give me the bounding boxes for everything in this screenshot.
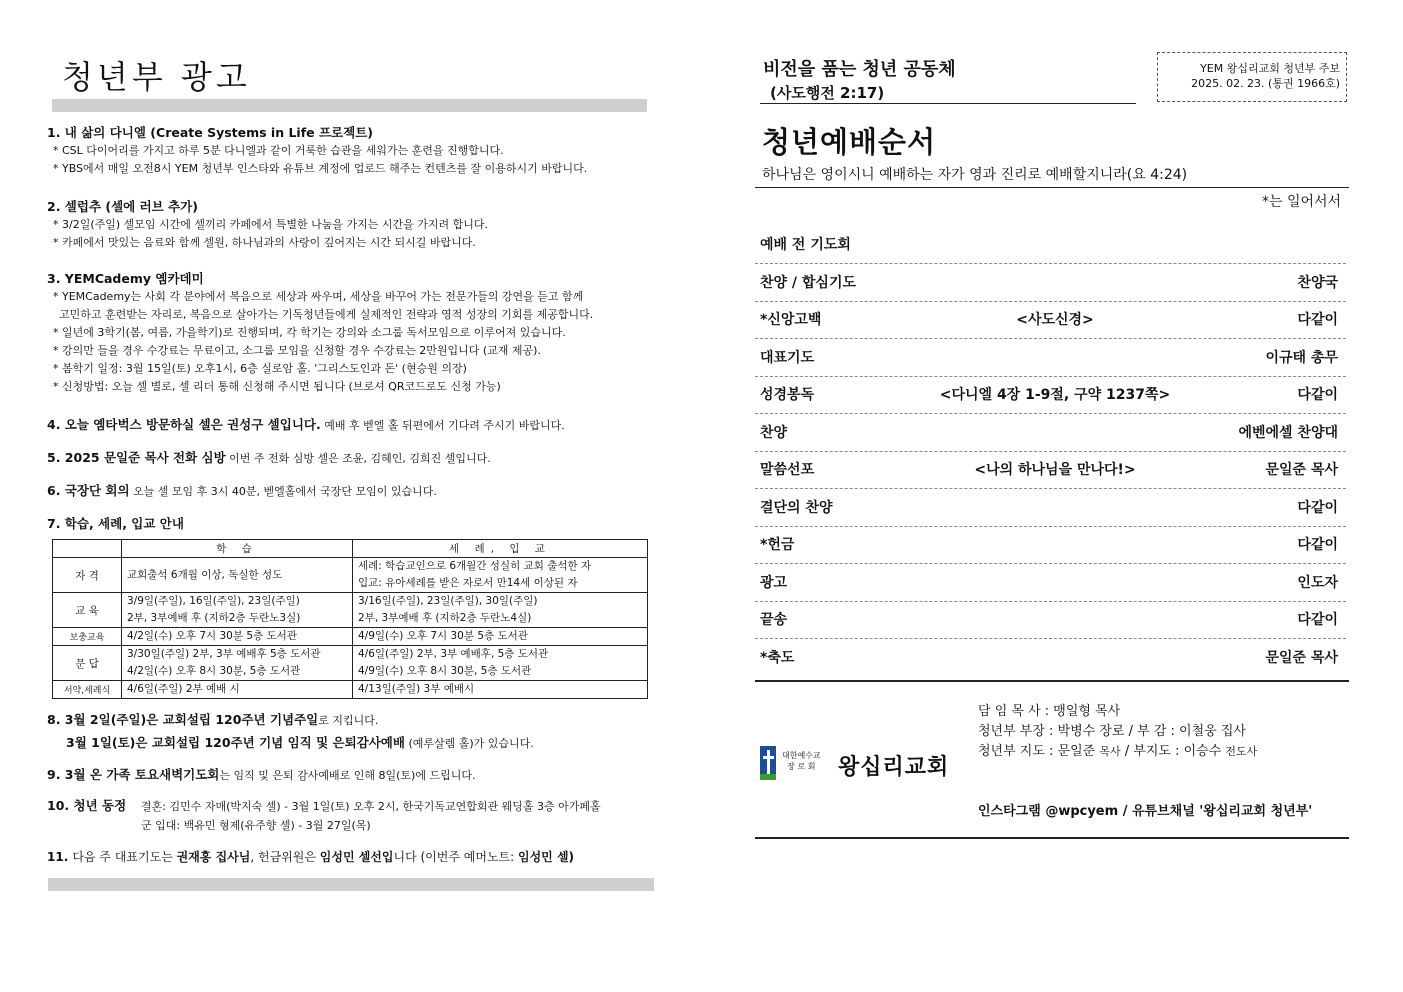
notice-2 <box>47 198 488 252</box>
notice-10-line: 결혼: 김민수 자매(박지숙 셀) - 3월 1일(토) 오후 2시, 한국기독교연합회관 웨딩홀 3층 아가페홀 <box>141 800 601 813</box>
standing-note: *는 일어서서 <box>1262 194 1342 210</box>
bulletin-name: YEM 왕십리교회 청년부 주보 <box>1200 62 1340 75</box>
notice-11-note-name: 임성민 셀) <box>518 850 575 864</box>
table-row-header: 교 육 <box>53 593 122 628</box>
order-item-leader: 다같이 <box>1297 387 1338 403</box>
order-item-label: 광고 <box>760 574 788 591</box>
order-item-label: 찬양 / 합심기도 <box>760 274 857 291</box>
table-cell <box>122 628 353 646</box>
notice-2-heading: 2. 셀럽추 (셀에 러브 추가) <box>47 199 198 214</box>
order-item-detail: <다니엘 4장 1-9절, 구약 1237쪽> <box>939 387 1171 403</box>
notice-2-line: * 카페에서 맛있는 음료와 함께 셀원, 하나님과의 사랑이 깊어지는 시간 되시길 바랍니다. <box>53 236 476 249</box>
logo-church-name: 왕십리교회 <box>838 754 950 780</box>
notice-1-line: * YBS에서 매일 오전8시 YEM 청년부 인스타와 유튜브 계정에 업로드 해주는 컨텐츠를 잘 이용하시기 바랍니다. <box>53 162 588 175</box>
order-item-label: 성경봉독 <box>760 387 815 403</box>
order-item-leader: 다같이 <box>1297 312 1338 328</box>
service-order-row <box>760 564 1338 600</box>
service-title: 청년예배순서 <box>762 125 937 159</box>
order-item-detail: <사도신경> <box>1016 312 1094 328</box>
table-row <box>53 681 648 699</box>
notice-7 <box>47 515 184 533</box>
notice-3-line: * 강의만 들을 경우 수강료는 무료이고, 소그룹 모임을 신청할 경우 수강료는 2만원입니다 (교재 제공). <box>53 344 541 357</box>
order-item-leader: 다같이 <box>1297 537 1338 553</box>
service-order-row <box>760 601 1338 637</box>
table-cell <box>353 558 648 593</box>
notice-8 <box>47 711 534 753</box>
service-order-row <box>760 489 1338 525</box>
notice-10-heading: 10. 청년 동정 <box>47 798 127 813</box>
notice-8-subtext: (예루살렘 홀)가 있습니다. <box>404 737 534 750</box>
table-cell <box>353 681 648 699</box>
order-item-label: *신앙고백 <box>760 312 822 328</box>
notice-6 <box>47 482 437 501</box>
notice-1 <box>47 124 587 178</box>
staff-line: 청년부 부장 : 박병수 장로 / 부 감 : 이철웅 집사 <box>978 724 1246 739</box>
staff-title: 전도사 <box>1225 745 1258 758</box>
bottom-line <box>755 837 1349 839</box>
service-divider <box>755 187 1349 188</box>
table-row <box>53 558 648 593</box>
logo-denomination <box>782 750 821 772</box>
notice-3-heading: 3. YEMCademy 옘카데미 <box>47 271 204 286</box>
notice-3-line: * 신청방법: 오늘 셀 별로, 셀 리더 통해 신청해 주시면 됩니다 (브로셔 QR코드로도 신청 가능) <box>53 380 501 393</box>
notice-11-text: 다음 주 대표기도는 <box>72 850 177 864</box>
staff-text: / 부지도 : 이승수 <box>1120 744 1226 759</box>
table-header-row <box>53 540 648 558</box>
notice-8-text: 로 지킵니다. <box>318 714 379 727</box>
bulletin-date: 2025. 02. 23. (통권 1966호) <box>1191 77 1340 90</box>
cell-line: 4/6일(주일) 2부 예배 시 <box>127 683 240 695</box>
cell-line: 3/30일(주일) 2부, 3부 예배후 5층 도서관 <box>127 648 321 660</box>
notice-4 <box>47 416 565 435</box>
notice-4-text: 예배 후 벧엘 홀 뒤편에서 기다려 주시기 바랍니다. <box>320 419 565 432</box>
church-logo <box>760 744 960 784</box>
cell-line: 3/16일(주일), 23일(주일), 30일(주일) <box>358 595 538 607</box>
cell-line: 2부, 3부예배 후 (지하2층 두란노4실) <box>358 612 532 624</box>
cell-line: 세례: 학습교인으로 6개월간 성실히 교회 출석한 자 <box>358 560 592 572</box>
notice-2-line: * 3/2일(주일) 셀모임 시간에 셀끼리 카페에서 특별한 나눔을 가지는 시간을 가지려 합니다. <box>53 218 489 231</box>
vision-title: 비전을 품는 청년 공동체 <box>763 59 956 80</box>
notice-1-heading: 1. 내 삶의 다니엘 (Create Systems in Life 프로젝트) <box>47 125 373 140</box>
table-cell <box>122 593 353 628</box>
notice-3-line: 고민하고 훈련받는 자리로, 복음으로 살아가는 기독청년들에게 실제적인 전략과 영적 성장의 기회를 제공합니다. <box>59 308 594 321</box>
notice-6-text: 오늘 셀 모임 후 3시 40분, 벧엘홀에서 국장단 모임이 있습니다. <box>129 485 437 498</box>
table-cell <box>122 681 353 699</box>
service-order-row <box>760 226 1338 262</box>
notice-9 <box>47 766 475 785</box>
cell-line: 2부, 3부예배 후 (지하2층 두란노3실) <box>127 612 301 624</box>
page-title: 청년부 광고 <box>62 58 251 96</box>
service-order-row <box>760 526 1338 562</box>
vision-underline <box>760 103 1136 104</box>
service-verse: 하나님은 영이시니 예배하는 자가 영과 진리로 예배할지니라(요 4:24) <box>762 167 1188 183</box>
table-col-header: 세 례, 입 교 <box>353 540 648 558</box>
order-item-label: 찬양 <box>760 424 788 441</box>
staff-line: 담 임 목 사 : 맹일형 목사 <box>978 704 1121 719</box>
notice-1-line: * CSL 다이어리를 가지고 하루 5분 다니엘과 같이 거룩한 습관을 세워가는 훈련을 진행합니다. <box>53 144 504 157</box>
notice-3 <box>47 270 593 396</box>
notice-5-heading: 5. 2025 문일준 목사 전화 심방 <box>47 450 226 465</box>
order-item-leader: 찬양국 <box>1297 274 1338 291</box>
order-item-leader: 문일준 목사 <box>1265 649 1338 666</box>
table-row <box>53 628 648 646</box>
order-item-leader: 인도자 <box>1297 574 1338 591</box>
bulletin-info-box <box>1157 52 1347 102</box>
service-order-row <box>760 414 1338 450</box>
notice-3-line: * 일년에 3학기(봄, 여름, 가을학기)로 진행되며, 각 학기는 강의와 소그룹 독서모임으로 이루어져 있습니다. <box>53 326 566 339</box>
service-order-row <box>760 339 1338 375</box>
order-item-detail: <나의 하나님을 만나다!> <box>974 462 1136 478</box>
notice-11 <box>47 848 574 866</box>
notice-4-heading: 4. 오늘 옘타벅스 방문하실 셀은 권성구 셀입니다. <box>47 417 321 432</box>
service-order-row <box>760 451 1338 487</box>
notice-11-offering-name: 임성민 셀선입 <box>319 850 394 864</box>
social-links: 인스타그램 @wpcyem / 유튜브채널 '왕십리교회 청년부' <box>978 804 1313 819</box>
service-order-row <box>760 376 1338 412</box>
table-row-header: 보충교육 <box>53 628 122 646</box>
staff-line <box>978 742 1257 762</box>
vision-reference: (사도행전 2:17) <box>770 84 885 102</box>
notice-10 <box>47 797 601 835</box>
order-item-label: *헌금 <box>760 537 795 553</box>
order-item-leader: 에벤에셀 찬양대 <box>1238 424 1338 441</box>
title-underline-bar <box>52 99 647 112</box>
order-item-label: *축도 <box>760 649 795 666</box>
cell-line: 4/2일(수) 오후 7시 30분 5층 도서관 <box>127 630 297 642</box>
staff-list <box>978 702 1257 762</box>
notice-3-line: * 봄학기 일정: 3월 15일(토) 오후1시, 6층 실로암 홀. '그리스도인과 돈' (현승원 의장) <box>53 362 467 375</box>
cell-line: 교회출석 6개월 이상, 독실한 성도 <box>127 568 283 581</box>
order-item-label: 대표기도 <box>760 349 815 366</box>
cell-line: 4/9일(수) 오후 7시 30분 5층 도서관 <box>358 630 528 642</box>
order-item-leader: 이규태 총무 <box>1265 349 1338 366</box>
table-row-header: 문 답 <box>53 646 122 681</box>
notice-10-line: 군 입대: 백유민 형제(유주향 셀) - 3월 27일(목) <box>141 819 371 832</box>
order-end-line <box>755 680 1349 682</box>
notice-7-heading: 7. 학습, 세례, 입교 안내 <box>47 516 184 531</box>
table-row-header: 서약,세례식 <box>53 681 122 699</box>
service-order-row <box>760 639 1338 675</box>
cell-line: 4/2일(수) 오후 8시 30분, 5층 도서관 <box>127 665 301 677</box>
table-corner-cell <box>53 540 122 558</box>
service-order-row <box>760 264 1338 300</box>
table-cell <box>353 628 648 646</box>
notice-9-text: 는 임직 및 은퇴 감사예배로 인해 8일(토)에 드립니다. <box>219 769 476 782</box>
footer-bar <box>48 878 654 891</box>
order-item-leader: 문일준 목사 <box>1265 462 1338 478</box>
table-row <box>53 646 648 681</box>
logo-small-text: 대한예수교 <box>782 751 821 760</box>
table-cell <box>353 593 648 628</box>
table-row-header: 자 격 <box>53 558 122 593</box>
notice-6-heading: 6. 국장단 회의 <box>47 483 130 498</box>
notice-11-number: 11. <box>47 850 73 864</box>
logo-small-text: 장 로 회 <box>787 762 816 771</box>
notice-8-subheading: 3월 1일(토)은 교회설립 120주년 기념 임직 및 은퇴감사예배 <box>66 735 405 750</box>
notice-5-text: 이번 주 전화 심방 셀은 조윤, 김혜인, 김희진 셀입니다. <box>225 452 491 465</box>
order-item-label: 결단의 찬양 <box>760 499 833 516</box>
order-item-label: 말씀선포 <box>760 462 815 478</box>
table-cell <box>353 646 648 681</box>
service-order-row <box>760 301 1338 337</box>
notice-9-heading: 9. 3월 온 가족 토요새벽기도회 <box>47 767 220 782</box>
cell-line: 입교: 유아세례를 받은 자로서 만14세 이상된 자 <box>358 577 578 589</box>
cell-line: 4/9일(수) 오후 8시 30분, 5층 도서관 <box>358 665 532 677</box>
table-cell <box>122 558 353 593</box>
notice-3-line: * YEMCademy는 사회 각 분야에서 복음으로 세상과 싸우며, 세상을 바꾸어 가는 전문가들의 강연을 듣고 함께 <box>53 290 584 303</box>
staff-title: 목사 <box>1099 745 1121 758</box>
table-row <box>53 593 648 628</box>
notice-8-heading: 8. 3월 2일(주일)은 교회설립 120주년 기념주일 <box>47 712 319 727</box>
order-item-label: 끝송 <box>760 612 788 628</box>
staff-text: 청년부 지도 : 문일준 <box>978 744 1100 759</box>
notice-11-prayer-name: 권재홍 집사님 <box>176 850 251 864</box>
table-cell <box>122 646 353 681</box>
baptism-info-table <box>52 539 648 699</box>
cell-line: 4/13일(주일) 3부 예배시 <box>358 683 475 695</box>
order-item-leader: 다같이 <box>1297 612 1338 628</box>
cell-line: 3/9일(주일), 16일(주일), 23일(주일) <box>127 595 300 607</box>
cell-line: 4/6일(주일) 2부, 3부 예배후, 5층 도서관 <box>358 648 549 660</box>
order-item-leader: 다같이 <box>1297 499 1338 516</box>
table-col-header: 학 습 <box>122 540 353 558</box>
notice-11-text: 니다 (이번주 예머노트: <box>393 850 518 864</box>
notice-11-text: , 헌금위원은 <box>250 850 320 864</box>
notice-5 <box>47 449 491 468</box>
order-item-label: 예배 전 기도회 <box>760 237 851 253</box>
